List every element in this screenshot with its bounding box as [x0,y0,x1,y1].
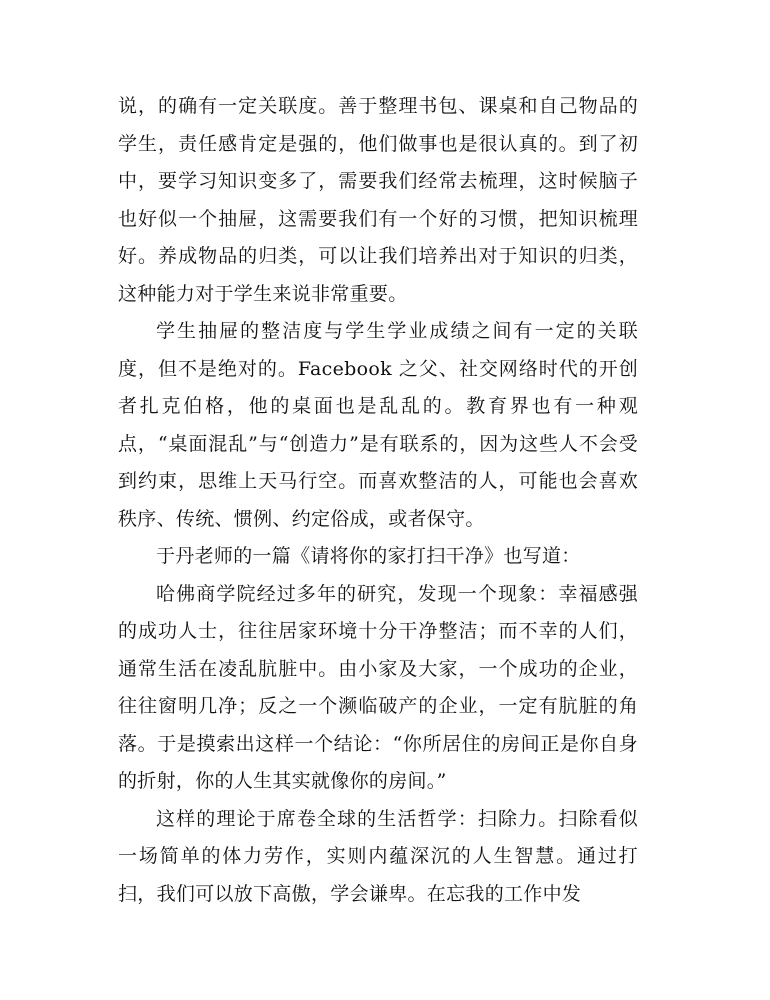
paragraph-harvard-research: 哈佛商学院经过多年的研究，发现一个现象：幸福感强的成功人士，往往居家环境十分干净整洁；而不幸的人们，通常生活在凌乱肮脏中。由小家及大家，一个成功的企业，往往窗明几净；反之一个濒临破产的企业，一定有肮脏的角落。于是摸索出这样一个结论：“你所居住的房间正是你自身的折射，你的人生其实就像你的房间。” [118,582,638,792]
document-page [118,88,638,913]
paragraph-desk-tidiness: 学生抽屉的整洁度与学生学业成绩之间有一定的关联度，但不是绝对的。Facebook 之父、社交网络时代的开创者扎克伯格，他的桌面也是乱乱的。教育界也有一种观点，“桌面混乱”与“创造力”是有联系的，因为这些人不会受到约束，思维上天马行空。而喜欢整洁的人，可能也会喜欢秩序、传统、惯例、约定俗成，或者保守。 [118,320,638,530]
paragraph-yu-dan-quote-intro: 于丹老师的一篇《请将你的家打扫干净》也写道： [156,545,581,567]
paragraph-cleaning-philosophy: 这样的理论于席卷全球的生活哲学：扫除力。扫除看似一场简单的体力劳作，实则内蕴深沉的人生智慧。通过打扫，我们可以放下高傲，学会谦卑。在忘我的工作中发 [118,807,638,905]
paragraph-continuation: 说，的确有一定关联度。善于整理书包、课桌和自己物品的学生，责任感肯定是强的，他们做事也是很认真的。到了初中，要学习知识变多了，需要我们经常去梳理，这时候脑子也好似一个抽屉，这需要我们有一个好的习惯，把知识梳理好。养成物品的归类，可以让我们培养出对于知识的归类，这种能力对于学生来说非常重要。 [118,95,638,305]
